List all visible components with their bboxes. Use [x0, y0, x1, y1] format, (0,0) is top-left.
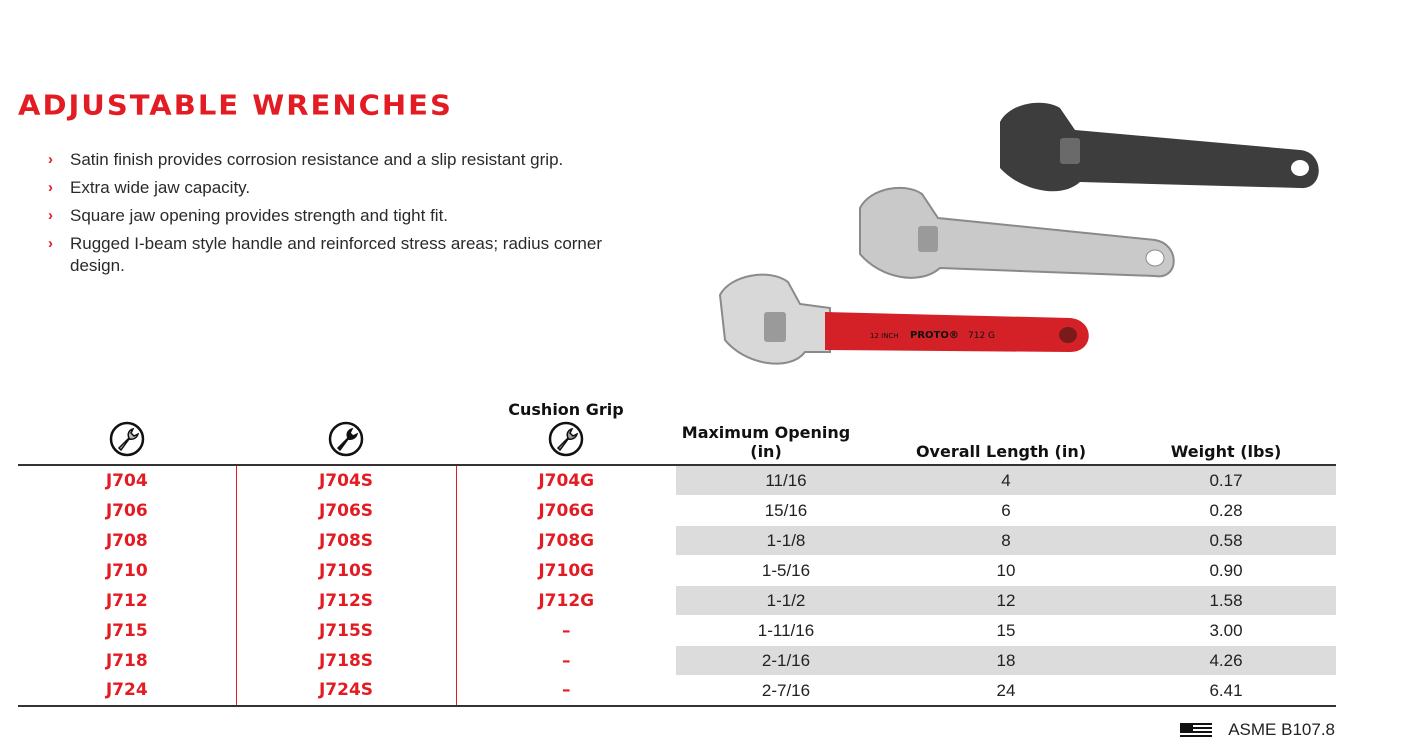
cell-overall-length: 15	[896, 616, 1116, 646]
cell-overall-length: 10	[896, 556, 1116, 586]
part-number-cushion: –	[456, 676, 676, 707]
cell-max-opening: 2-1/16	[676, 646, 896, 676]
wrench-brand-label: PROTO®	[910, 330, 959, 341]
cell-overall-length: 18	[896, 646, 1116, 676]
part-number-black: J704S	[236, 465, 456, 496]
page-title: ADJUSTABLE WRENCHES	[18, 88, 453, 122]
feature-item: › Extra wide jaw capacity.	[48, 174, 648, 202]
header-max-opening: Maximum Opening (in)	[676, 400, 896, 465]
part-number-cushion: –	[562, 650, 571, 671]
cell-max-opening: 1-1/2	[676, 586, 896, 616]
table-row	[18, 496, 1336, 526]
feature-list	[48, 146, 648, 277]
us-flag-icon	[1180, 723, 1212, 737]
feature-item: › Satin finish provides corrosion resistance and a slip resistant grip.	[48, 146, 648, 174]
feature-item: › Square jaw opening provides strength and tight fit.	[48, 202, 648, 230]
table-row	[18, 465, 1336, 496]
part-number-black: J718S	[236, 646, 456, 676]
cell-weight: 1.58	[1116, 586, 1336, 616]
bullet-icon: ›	[48, 179, 53, 196]
part-number-satin: J712	[18, 586, 236, 616]
part-number-cushion: J712G	[538, 590, 595, 611]
wrench-icon-black	[328, 421, 364, 457]
table-row	[18, 556, 1336, 586]
header-overall-length: Overall Length (in)	[896, 400, 1116, 465]
black-wrench	[1000, 103, 1319, 192]
cell-overall-length: 24	[896, 676, 1116, 707]
part-number-black: J706S	[236, 496, 456, 526]
part-number-satin: J710	[18, 556, 236, 586]
wrench-icon-cushion	[548, 421, 584, 457]
part-number-cushion: –	[562, 620, 571, 641]
cell-overall-length: 4	[896, 465, 1116, 496]
feature-item: › Rugged I-beam style handle and reinforced stress areas; radius corner design.	[48, 234, 603, 275]
part-number-black: J712S	[236, 586, 456, 616]
header-satin	[18, 400, 236, 465]
spec-table	[18, 400, 1336, 707]
standard-footer	[1180, 720, 1335, 740]
wrench-size-label: 12 INCH	[870, 332, 899, 340]
cell-weight: 3.00	[1116, 616, 1336, 646]
cell-max-opening: 2-7/16	[676, 676, 896, 707]
cell-weight: 4.26	[1116, 646, 1336, 676]
chrome-wrench	[860, 188, 1174, 278]
wrench-model-label: 712 G	[968, 331, 996, 341]
cell-overall-length: 6	[896, 496, 1116, 526]
wrench-icon-satin	[109, 421, 145, 457]
cell-weight: 0.58	[1116, 526, 1336, 556]
cell-max-opening: 1-1/8	[676, 526, 896, 556]
part-number-satin: J724	[18, 676, 236, 707]
table-row	[18, 586, 1336, 616]
cell-max-opening: 15/16	[676, 496, 896, 526]
part-number-satin: J706	[18, 496, 236, 526]
bullet-icon: ›	[48, 207, 53, 224]
part-number-cushion: J704G	[538, 470, 595, 491]
cell-max-opening: 1-11/16	[676, 616, 896, 646]
part-number-black: J710S	[236, 556, 456, 586]
part-number-cushion: J706G	[538, 500, 595, 521]
cell-weight: 0.17	[1116, 465, 1336, 496]
wrench-product-image	[700, 90, 1340, 390]
cushion-grip-label: Cushion Grip	[508, 400, 624, 419]
part-number-satin: J718	[18, 646, 236, 676]
table-row	[18, 616, 1336, 646]
cell-max-opening: 11/16	[676, 465, 896, 496]
cell-weight: 0.28	[1116, 496, 1336, 526]
cell-weight: 0.90	[1116, 556, 1336, 586]
part-number-cushion: J710G	[538, 560, 595, 581]
header-weight: Weight (lbs)	[1116, 400, 1336, 465]
table-row	[18, 676, 1336, 707]
cell-max-opening: 1-5/16	[676, 556, 896, 586]
part-number-black: J708S	[236, 526, 456, 556]
standard-label: ASME B107.8	[1228, 720, 1335, 739]
table-header-row	[18, 400, 1336, 465]
header-black	[236, 400, 456, 465]
cell-weight: 6.41	[1116, 676, 1336, 707]
cushion-grip-wrench	[720, 275, 1089, 364]
part-number-satin: J715	[18, 616, 236, 646]
part-number-cushion: J708G	[538, 530, 595, 551]
cell-overall-length: 8	[896, 526, 1116, 556]
cell-overall-length: 12	[896, 586, 1116, 616]
part-number-satin: J704	[18, 465, 236, 496]
bullet-icon: ›	[48, 235, 53, 252]
table-row	[18, 646, 1336, 676]
part-number-black: J724S	[236, 676, 456, 707]
table-row	[18, 526, 1336, 556]
bullet-icon: ›	[48, 151, 53, 168]
header-cushion-grip	[456, 400, 676, 465]
part-number-satin: J708	[18, 526, 236, 556]
part-number-black: J715S	[236, 616, 456, 646]
